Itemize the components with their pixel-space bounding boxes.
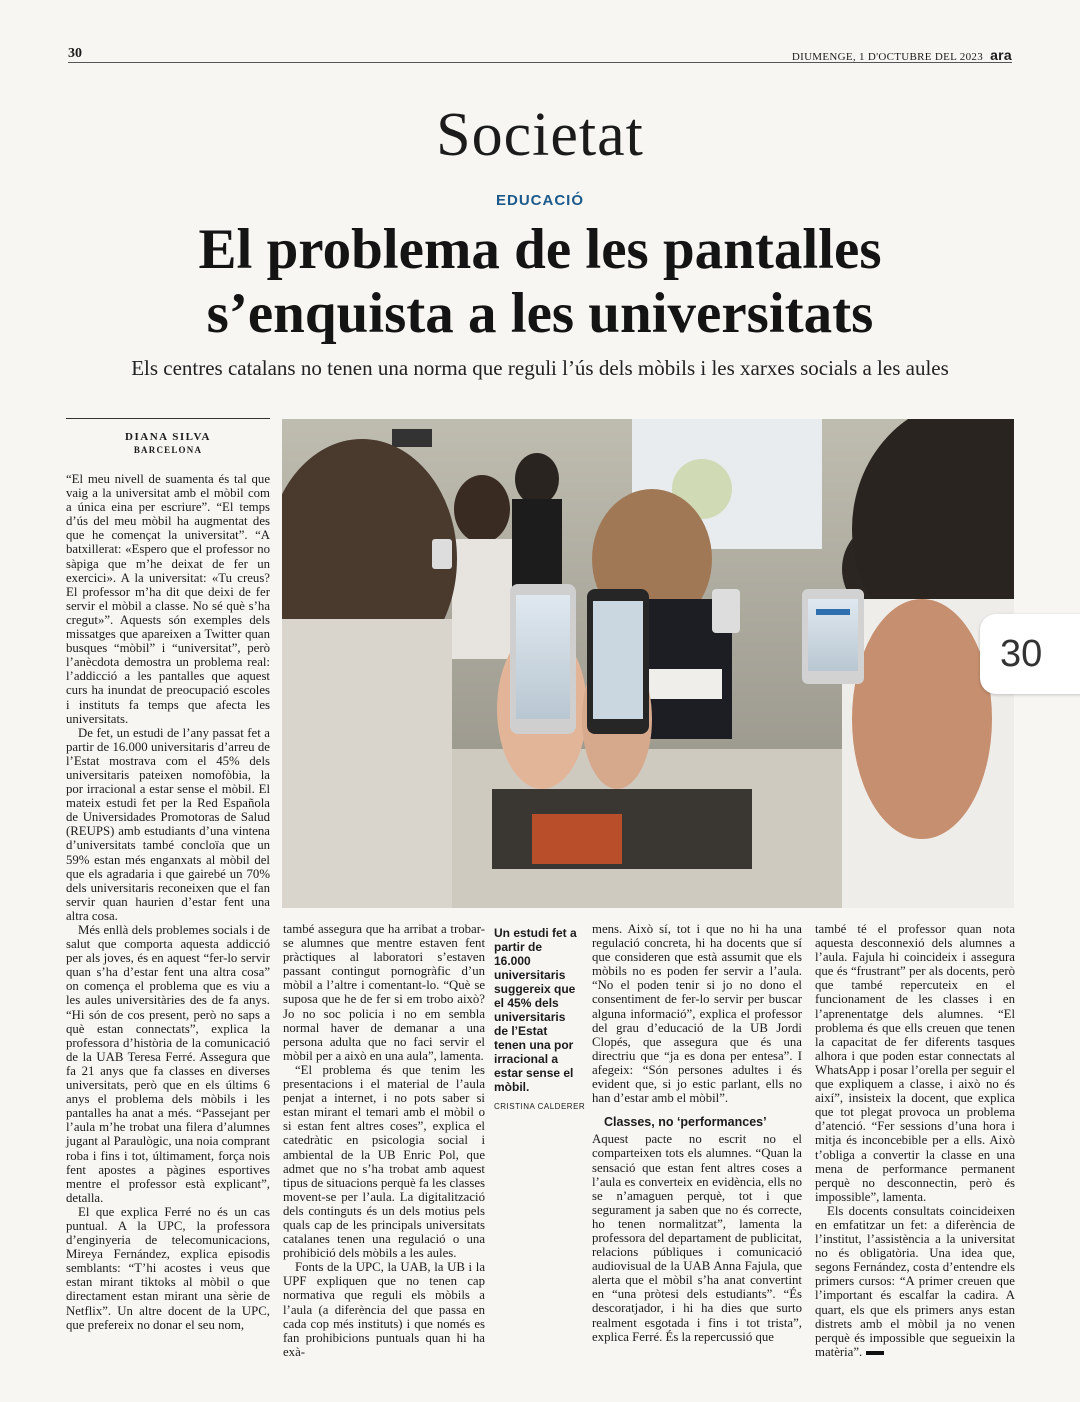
issue-date: DIUMENGE, 1 D'OCTUBRE DEL 2023 (791, 51, 984, 63)
headline (60, 218, 1020, 346)
final-paragraph: Els docents consultats coincideixen en emfatitzar un fet: a diferència de l’institut, l’assistència a la universitat no és obligatòria. Una idea que, segons Fernández, costa d’entendre els primers cursos: “A primer creuen que l’important és escalfar la cadira. A quart, els que els primers anys estan distrets amb el mòbil ja no venen perquè és impossible que segueixin la matèria”. (815, 1203, 1015, 1359)
article-column-3 (592, 922, 802, 1344)
page-badge: 30 (980, 614, 1080, 694)
article-column-4 (815, 922, 1015, 1359)
end-mark (866, 1351, 884, 1355)
article-column-2 (283, 922, 485, 1359)
section-title: Societat (436, 101, 644, 169)
byline (66, 418, 270, 455)
byline-place: BARCELONA (133, 445, 203, 455)
body-paragraph: Més enllà dels problemes socials i de salut que comporta aquesta addicció per als joves, és en aquest “fer-lo servir quan s’ha d’estar fent una altra cosa” on comença el problema que es viu a les aules universitàries des de fa anys. “Hi són de cos present, però no saps a què estan connectats”, explica la professora d’història de la comunicació de la UAB Teresa Ferré. Assegura que fa 21 anys que fa classes en diverses universitats, però que en els últims 6 anys el problema dels mòbils i les pantalles ha anat a més. “Passejant per l’aula m’he trobat una filera d’alumnes jugant al Paraulògic, una noia comprant roba i fins i tot, últimament, força nois fent apostes a pàgines esportives mentre el professor està explicant”, detalla. (66, 923, 270, 1205)
page-number: 30 (68, 46, 82, 61)
subheading: Classes, no ‘performances’ (604, 1115, 767, 1130)
body-paragraph: mens. Això sí, tot i que no hi ha una regulació concreta, hi ha docents que sí que consideren que està assumit que els mòbils no es poden fer servir a l’aula. “No el poden tenir si jo no dono el consentiment de fer-lo servir per buscar alguna informació”, explica el professor del grau d’educació de la UB Jordi Clopés, que assegura que és una directriu que “ja es dona per entesa”. I afegeix: “Són persones adultes i és evident que, si jo estic parlant, ells no han d’estar amb el mòbil”. (592, 922, 802, 1106)
classroom-photo-illustration (282, 419, 1014, 908)
body-paragraph: també assegura que ha arribat a trobar-se alumnes que mentre estaven fent pràctiques al laboratori s’estaven passant contingut pornogràfic d’un mòbil a l’altre i comentant-lo. “Què se suposa que he de fer si em trobo això? Jo no soc policia i no em sembla normal haver de demanar a una persona adulta que no faci servir el mòbil per a això en una aula”, lamenta. (283, 922, 485, 1063)
headline-line-2: s’enquista a les universitats (206, 282, 874, 345)
photo-credit: CRISTINA CALDERER (494, 1102, 586, 1111)
pull-quote: Un estudi fet a partir de 16.000 universitaris suggereix que el 45% dels universitaris de l’Estat tenen una por irracional a estar sense el mòbil. (494, 926, 577, 1094)
body-paragraph: Aquest pacte no escrit no el comparteixen tots els alumnes. “Quan la sensació que estan fent altres coses a l’aula es converteix en evidència, ells no se n’amaguen perquè, tot i que segurament ja saben que no és correcte, ho tenen normalitzat”, lamenta la professora del departament de publicitat, relacions públiques i comunicació audiovisual de la UAB Anna Fajula, que alerta que el mòbil s’ha anat convertint en “una pròtesi dels estudiants”. “És descoratjador, i hi ha dies que surto realment esgotada i fins i tot trista”, explica Ferré. És la repercussió que (592, 1132, 802, 1344)
top-rule (68, 62, 1012, 63)
article-photo (282, 419, 1014, 908)
body-paragraph: Fonts de la UPC, la UAB, la UB i la UPF expliquen que no tenen cap normativa que reguli els mòbils a l’aula (a diferència del que passa en cada cop més instituts) i que només es fan prohibicions puntuals quan hi ha exà- (283, 1260, 485, 1359)
byline-author: DIANA SILVA (125, 431, 211, 443)
kicker: EDUCACIÓ (495, 192, 584, 209)
brand-logo: ara (990, 47, 1012, 63)
body-paragraph: “El problema és que tenim les presentacions i el material de l’aula penjat a internet, i no pots saber si estan mirant el temari amb el mòbil o si estan fent altres coses”, explica el catedràtic en psicologia social i ambiental de la UB Enric Pol, que admet que no s’ha trobat amb aquest tipus de situacions perquè fa les classes movent-se per l’aula. La digitalització dels continguts és un dels motius pels quals cap de les principals universitats catalanes tenen una regulació o una prohibició dels mòbils a les aules. (283, 1062, 485, 1261)
body-paragraph: El que explica Ferré no és un cas puntual. A la UPC, la professora d’enginyeria de telecomunicacions, Mireya Fernández, explica episodis semblants: “T’hi acostes i veus que estan mirant tiktoks al mòbil o que directament estan mirant una sèrie de Netflix”. Un altre docent de la UPC, que prefereix no donar el seu nom, (66, 1204, 270, 1332)
body-paragraph: De fet, un estudi de l’any passat fet a partir de 16.000 universitaris d’arreu de l’Estat mostrava com el 45% dels universitaris pateixen nomofòbia, la por irracional a estar sense el mòbil. El mateix estudi fet per la Red Española de Universidades Promotoras de Salud (REUPS) amb estudiants d’una vintena d’universitats també concloïa que un 59% estan més enganxats al mòbil del que els agradaria i que gairebé un 70% dels universitaris reconeixen que el fan servir quan haurien d’estar fent una altra cosa. (66, 725, 270, 923)
headline-line-1: El problema de les pantalles (198, 218, 882, 281)
standfirst: Els centres catalans no tenen una norma que reguli l’ús dels mòbils i les xarxes socials a les aules (131, 356, 949, 380)
article-column-1 (66, 472, 270, 1332)
body-paragraph: “El meu nivell de suamenta és tal que vaig a la universitat amb el mòbil com a única eina per escriure”. “El temps d’ús del meu mòbil ha augmentat des que he començat la universitat”. “A batxillerat: «Espero que el professor no sàpiga que m’he deixat de fer un exercici». A la universitat: «Tu creus? El professor m’ha dit que deixi de fer servir el mòbil a classe. No sé què s’ha cregut»”. Aquests són exemples dels missatges que apareixen a Twitter quan busques “mòbil” i “universitat”, però l’anècdota demostra un problema real: l’addicció a les pantalles que aquest curs ha inundat de preocupació escoles i instituts fa temps que afecta les universitats. (66, 472, 270, 726)
body-paragraph (815, 1204, 1015, 1359)
body-paragraph: també té el professor quan nota aquesta desconnexió dels alumnes a l’aula. Fajula hi coincideix i assegura que és “frustrant” per als docents, però que també repercuteix en el funcionament de les classes i en l’aprenentatge dels alumnes. “El problema és que ells creuen que tenen la capacitat de fer diferents tasques alhora i que poden estar connectats al WhatsApp i posar l’orella per seguir el que expliquem a classe, i això no és així”, insisteix la docent, que explica que tot plegat provoca un problema d’atenció. “Fer sessions d’una hora i mitja és inconcebible per a ells. Això t’obliga a convertir la classe en una mena de performance permanent perquè no desconnectin, però és impossible”, lamenta. (815, 922, 1015, 1204)
dateline (792, 47, 1012, 63)
